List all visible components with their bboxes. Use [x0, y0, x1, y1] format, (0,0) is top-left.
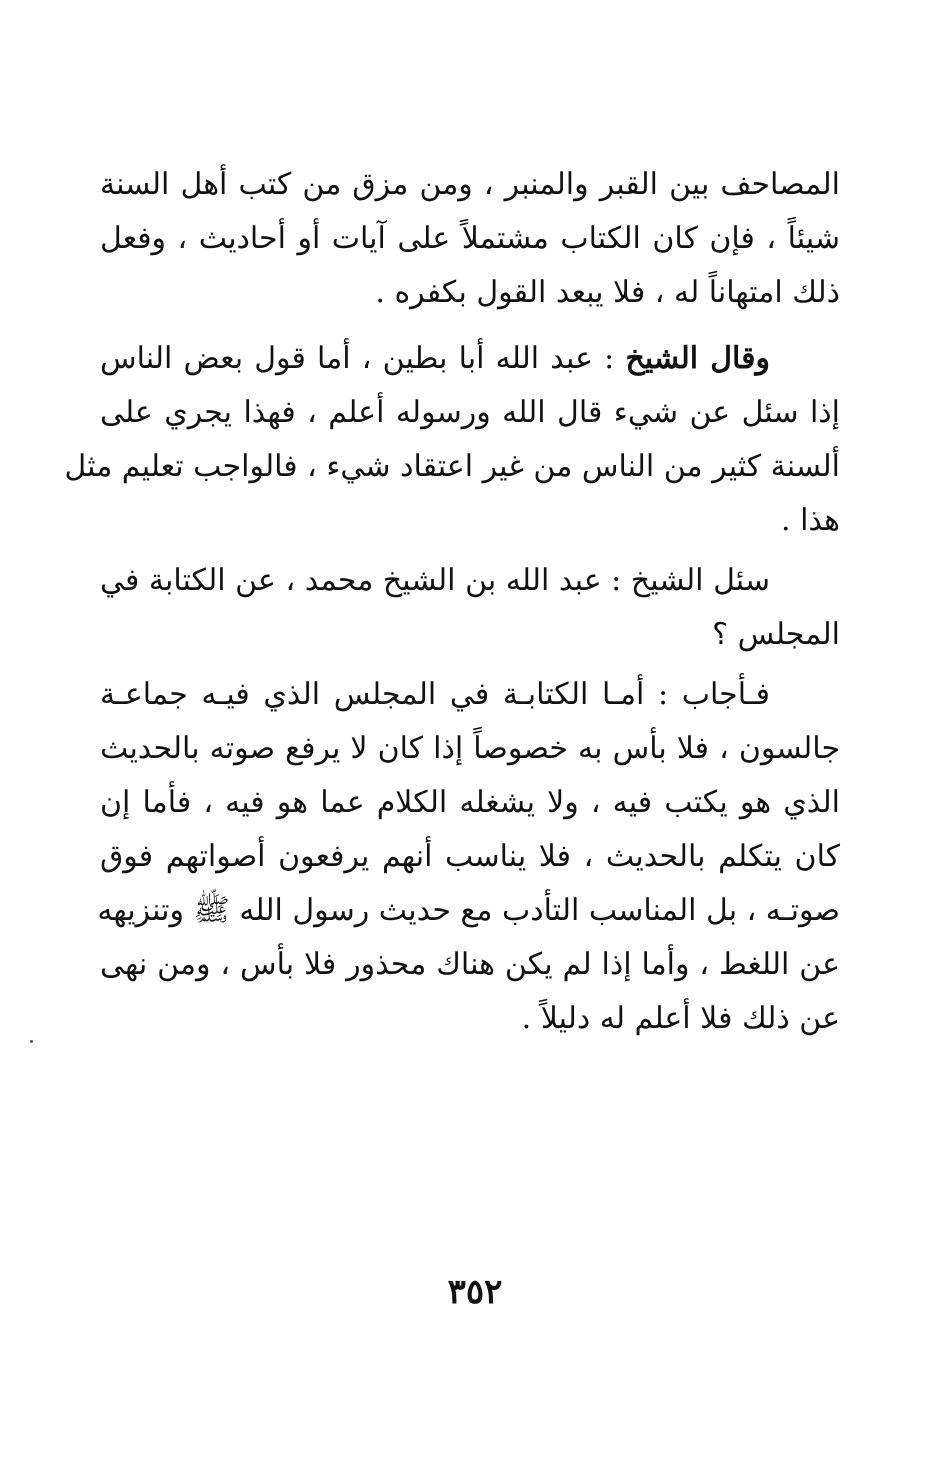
text-line: سئل الشيخ : عبد الله بن الشيخ محمد ، عن الكتابة في	[100, 563, 770, 598]
text-line: المصاحف بين القبر والمنبر ، ومن مزق من كتب أهل السنة	[100, 167, 840, 202]
text-line	[100, 332, 840, 386]
text-line: المجلس ؟	[712, 617, 840, 652]
first-line-rest: : عبد الله أبا بطين ، أما قول بعض الناس	[100, 341, 615, 376]
paragraph-2	[64, 332, 840, 548]
text-line: إذا سئل عن شيء قال الله ورسوله أعلم ، فهذا يجري على	[100, 395, 840, 430]
text-line: ألسنة كثير من الناس من غير اعتقاد شيء ، فالواجب تعليم مثل	[64, 449, 840, 484]
scan-speck	[30, 1040, 33, 1043]
text-line: هذا .	[781, 503, 840, 538]
paragraph-1	[100, 158, 840, 320]
text-line: صوتـه ، بل المناسب التأدب مع حديث رسول الله ﷺ وتنزيهه	[97, 893, 840, 928]
text-line: عن ذلك فلا أعلم له دليلاً .	[521, 1001, 840, 1036]
paragraph-3	[100, 554, 840, 662]
text-line: كان يتكلم بالحديث ، فلا يناسب أنهم يرفعون أصواتهم فوق	[100, 839, 840, 874]
text-line: فـأجاب : أمـا الكتابـة في المجلس الذي فيـه جماعـة	[100, 677, 770, 712]
text-line: عن اللغط ، وأما إذا لم يكن هناك محذور فلا بأس ، ومن نهى	[100, 947, 840, 982]
paragraph-4	[97, 668, 840, 1046]
text-line: شيئاً ، فإن كان الكتاب مشتملاً على آيات أو أحاديث ، وفعل	[100, 221, 840, 256]
page-number: ٣٥٢	[447, 1272, 503, 1312]
bold-lead: وقال الشيخ	[625, 341, 770, 376]
text-line: ذلك امتهاناً له ، فلا يبعد القول بكفره .	[375, 275, 840, 310]
text-line: الذي هو يكتب فيه ، ولا يشغله الكلام عما هو فيه ، فأما إن	[100, 785, 840, 820]
text-line: جالسون ، فلا بأس به خصوصاً إذا كان لا يرفع صوته بالحديث	[100, 731, 840, 766]
